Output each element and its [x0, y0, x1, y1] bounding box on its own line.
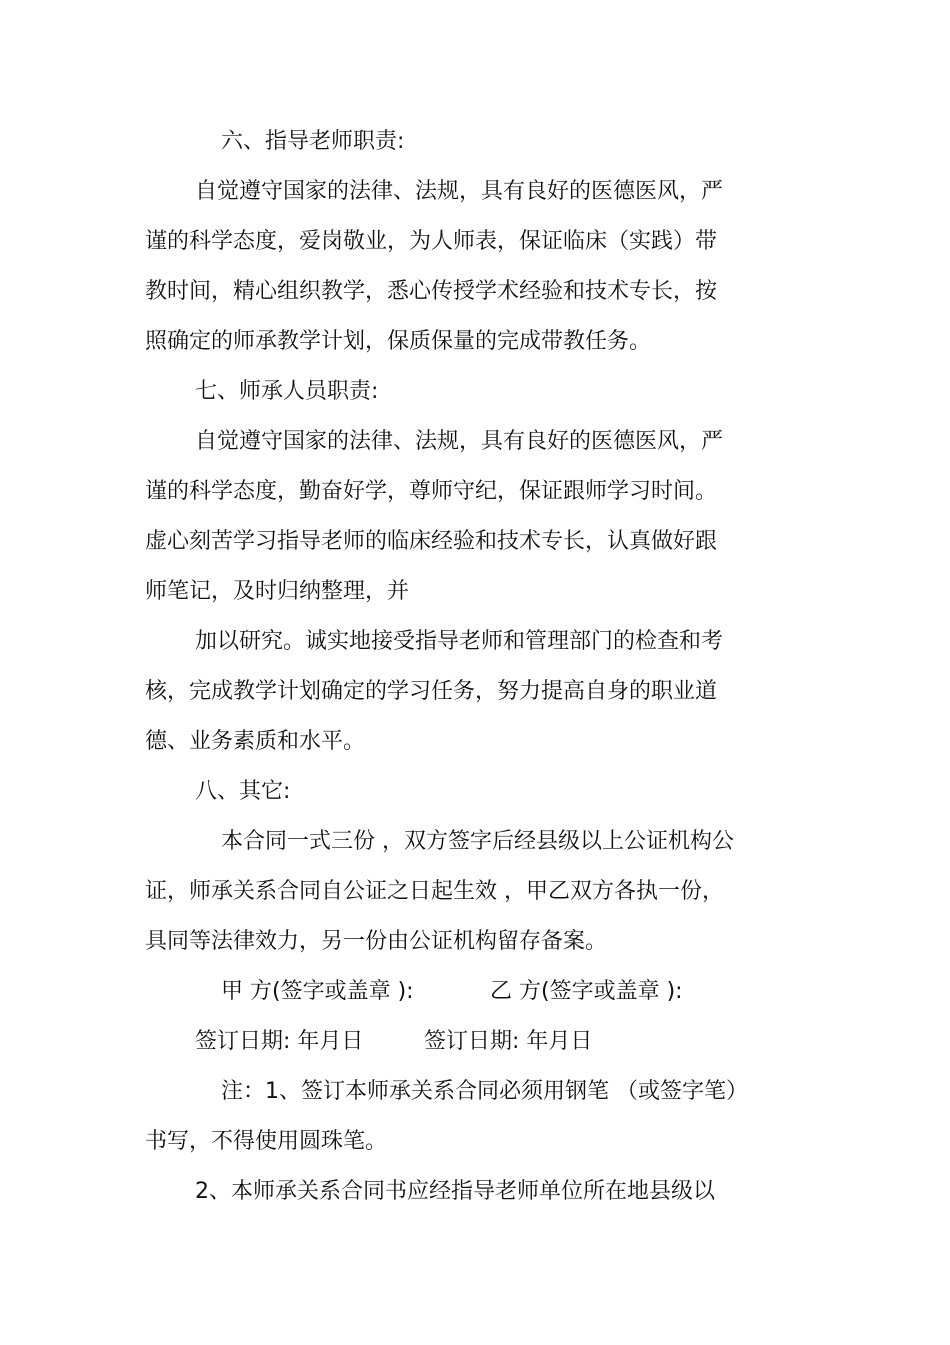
section-7-line-2: 谨的科学态度，勤奋好学，尊师守纪，保证跟师学习时间。 [145, 479, 718, 504]
note-2-line-1: 2、本师承关系合同书应经指导老师单位所在地县级以 [195, 1179, 715, 1204]
section-7-line-6: 核，完成教学计划确定的学习任务，努力提高自身的职业道 [145, 679, 718, 704]
section-8-line-2: 证，师承关系合同自公证之日起生效 ，甲乙双方各执一份， [145, 879, 724, 904]
section-6-line-4: 照确定的师承教学计划，保质保量的完成带教任务。 [145, 329, 652, 354]
section-7-heading: 七、师承人员职责: [195, 379, 379, 404]
section-7-line-1: 自觉遵守国家的法律、法规，具有良好的医德医风，严 [195, 429, 724, 454]
section-8-heading: 八、其它: [195, 779, 291, 804]
note-1-line-2: 书写，不得使用圆珠笔。 [145, 1129, 388, 1154]
section-6-line-1: 自觉遵守国家的法律、法规，具有良好的医德医风，严 [195, 179, 724, 204]
section-8-line-1: 本合同一式三份 ，双方签字后经县级以上公证机构公 [221, 829, 734, 854]
note-1-line-1: 注：1、签订本师承关系合同必须用钢笔 （或签字笔） [221, 1079, 748, 1104]
section-6-line-2: 谨的科学态度，爱岗敬业，为人师表，保证临床（实践）带 [145, 229, 718, 254]
section-7-line-3: 虚心刻苦学习指导老师的临床经验和技术专长，认真做好跟 [145, 529, 718, 554]
section-7-line-7: 德、业务素质和水平。 [145, 729, 366, 754]
section-7-line-5: 加以研究。诚实地接受指导老师和管理部门的检查和考 [195, 629, 724, 654]
section-7-line-4: 师笔记，及时归纳整理，并 [145, 579, 410, 604]
section-6-line-3: 教时间，精心组织教学，悉心传授学术经验和技术专长，按 [145, 279, 718, 304]
section-6-heading: 六、指导老师职责: [221, 129, 405, 154]
section-8-line-3: 具同等法律效力，另一份由公证机构留存备案。 [145, 929, 608, 954]
signing-date-b: 签订日期: 年月日 [424, 1029, 593, 1054]
signing-date-a: 签订日期: 年月日 [195, 1029, 364, 1054]
party-a-signature: 甲 方(签字或盖章 ): [221, 979, 414, 1004]
party-b-signature: 乙 方(签字或盖章 ): [490, 979, 683, 1004]
